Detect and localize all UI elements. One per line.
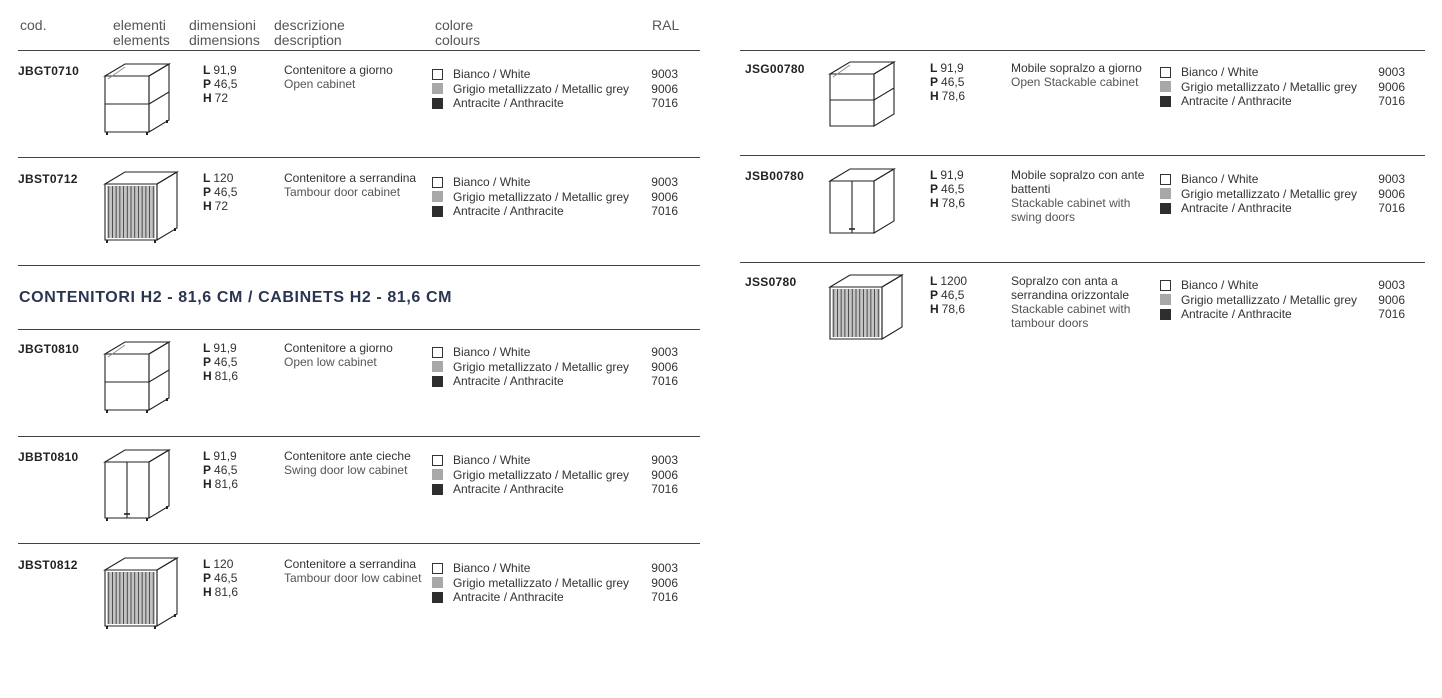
dimension-p	[930, 182, 965, 196]
dimension-h	[203, 91, 237, 105]
dimension-value: 78,6	[941, 302, 966, 316]
header-elements-label: elements	[113, 32, 170, 48]
row-divider	[18, 436, 700, 437]
dimension-p	[203, 571, 238, 585]
description-en: Swing door low cabinet	[284, 463, 408, 477]
colour-options	[1160, 278, 1357, 322]
swatch-white-icon	[432, 177, 443, 188]
description-en: Stackable cabinet with tambour doors	[1011, 302, 1131, 330]
dimension-label: L	[203, 63, 211, 77]
description-block	[284, 171, 429, 199]
dimension-label: H	[930, 196, 939, 210]
dimension-label: L	[930, 61, 938, 75]
description-it: Contenitore a giorno	[284, 341, 393, 355]
dimension-label: P	[203, 355, 212, 369]
colour-label: Grigio metallizzato / Metallic grey	[453, 81, 630, 96]
colour-options	[432, 175, 629, 219]
tambour-stackable-drawing	[828, 273, 902, 355]
description-block	[1011, 168, 1151, 224]
header-ral	[652, 18, 679, 33]
dimension-value: 120	[213, 171, 234, 185]
dimension-h	[203, 477, 238, 491]
ral-code: 9006	[1378, 79, 1405, 94]
dimension-label: H	[203, 91, 212, 105]
description-en: Tambour door low cabinet	[284, 571, 422, 585]
ral-codes	[638, 561, 678, 605]
row-divider	[18, 329, 700, 330]
product-code: JSG00780	[745, 62, 805, 76]
swing-door-cabinet-drawing	[103, 448, 177, 530]
description-it: Contenitore ante cieche	[284, 449, 411, 463]
colour-white	[1160, 65, 1357, 80]
colour-grey	[1160, 187, 1357, 202]
swatch-grey-icon	[1160, 81, 1171, 92]
dimension-l	[930, 61, 965, 75]
dimension-value: 120	[213, 557, 234, 571]
description-block	[284, 63, 429, 91]
dimensions-block	[930, 274, 967, 316]
colour-anthracite	[432, 590, 629, 605]
colour-anthracite	[432, 96, 629, 111]
swatch-anthracite-icon	[432, 484, 443, 495]
dimension-label: P	[203, 463, 212, 477]
dimensions-block	[203, 63, 237, 105]
colour-grey	[432, 468, 629, 483]
colour-label: Bianco / White	[453, 453, 531, 467]
dimension-label: L	[203, 449, 211, 463]
dimension-label: H	[203, 477, 212, 491]
dimensions-block	[930, 61, 965, 103]
swatch-white-icon	[432, 455, 443, 466]
header-colours-label: colours	[435, 32, 481, 48]
section-title-en: CABINETS H2 - 81,6 CM	[258, 289, 453, 306]
ral-codes	[638, 67, 678, 111]
dimension-h	[203, 199, 237, 213]
dimension-label: L	[930, 168, 938, 182]
colour-anthracite	[1160, 94, 1357, 109]
dimension-label: P	[203, 77, 212, 91]
dimension-label: L	[203, 341, 211, 355]
dimension-p	[203, 463, 238, 477]
swatch-grey-icon	[432, 577, 443, 588]
swatch-grey-icon	[432, 191, 443, 202]
swatch-grey-icon	[1160, 188, 1171, 199]
dimension-l	[203, 171, 237, 185]
dimensions-block	[203, 341, 238, 383]
header-colours	[435, 18, 480, 48]
dimension-h	[203, 585, 238, 599]
colour-anthracite	[432, 482, 629, 497]
dimension-h	[930, 302, 967, 316]
row-divider	[18, 543, 700, 544]
colour-options	[432, 561, 629, 605]
product-code: JSS0780	[745, 275, 797, 289]
dimension-h	[930, 89, 965, 103]
ral-code: 7016	[651, 204, 678, 218]
ral-code: 9003	[651, 67, 678, 81]
colour-label: Antracite / Anthracite	[1181, 94, 1292, 108]
ral-codes	[638, 345, 678, 389]
dimension-label: H	[930, 302, 939, 316]
description-block	[1011, 61, 1151, 89]
swatch-grey-icon	[1160, 294, 1171, 305]
ral-code: 9003	[651, 453, 678, 467]
colour-label: Bianco / White	[1181, 65, 1259, 79]
colour-label: Bianco / White	[453, 67, 531, 81]
colour-grey	[432, 576, 629, 591]
description-block	[284, 341, 429, 369]
dimension-l	[930, 274, 967, 288]
dimension-l	[203, 63, 237, 77]
colour-label: Grigio metallizzato / Metallic grey	[1181, 186, 1358, 201]
colour-label: Antracite / Anthracite	[1181, 307, 1292, 321]
header-dimensions-label: dimensions	[189, 32, 260, 48]
dimension-p	[930, 288, 967, 302]
colour-label: Grigio metallizzato / Metallic grey	[453, 189, 630, 204]
description-en: Open cabinet	[284, 77, 356, 91]
dimension-label: H	[203, 585, 212, 599]
ral-code: 9006	[1378, 292, 1405, 307]
swatch-anthracite-icon	[432, 592, 443, 603]
dimension-value: 46,5	[214, 77, 238, 91]
swatch-anthracite-icon	[432, 376, 443, 387]
colour-options	[432, 453, 629, 497]
header-dimensions	[189, 18, 260, 48]
colour-white	[432, 345, 629, 360]
colour-options	[1160, 172, 1357, 216]
description-en: Open Stackable cabinet	[1011, 75, 1139, 89]
open-stackable-drawing	[828, 60, 902, 142]
dimension-label: H	[203, 369, 212, 383]
swatch-anthracite-icon	[1160, 309, 1171, 320]
colour-white	[432, 67, 629, 82]
ral-codes	[1365, 278, 1405, 322]
ral-codes	[638, 175, 678, 219]
colour-grey	[1160, 293, 1357, 308]
header-ral-label: RAL	[652, 17, 680, 33]
row-divider	[18, 50, 700, 51]
ral-code: 9003	[1378, 278, 1405, 292]
swing-stackable-drawing	[828, 167, 902, 249]
tambour-cabinet-drawing	[103, 170, 177, 252]
colour-anthracite	[432, 374, 629, 389]
dimension-value: 78,6	[941, 196, 966, 210]
dimension-value: 81,6	[214, 585, 239, 599]
dimension-label: H	[203, 199, 212, 213]
dimension-value: 78,6	[941, 89, 966, 103]
colour-anthracite	[432, 204, 629, 219]
dimension-l	[203, 341, 238, 355]
dimension-value: 46,5	[941, 182, 965, 196]
dimensions-block	[203, 557, 238, 599]
row-divider	[740, 155, 1425, 156]
product-code: JBST0712	[18, 172, 78, 186]
dimension-l	[930, 168, 965, 182]
dimension-value: 91,9	[213, 63, 237, 77]
row-divider	[740, 262, 1425, 263]
header-description-label: description	[274, 32, 342, 48]
ral-code: 9006	[651, 189, 678, 204]
colour-label: Bianco / White	[1181, 278, 1259, 292]
dimension-value: 1200	[940, 274, 968, 288]
swatch-white-icon	[1160, 280, 1171, 291]
colour-white	[432, 453, 629, 468]
product-code: JBST0812	[18, 558, 78, 572]
dimension-value: 72	[214, 91, 229, 105]
colour-label: Bianco / White	[1181, 172, 1259, 186]
dimension-label: P	[203, 571, 212, 585]
swatch-white-icon	[432, 69, 443, 80]
dimension-value: 46,5	[214, 355, 238, 369]
ral-code: 9006	[651, 575, 678, 590]
colour-label: Antracite / Anthracite	[1181, 201, 1292, 215]
ral-code: 9003	[651, 175, 678, 189]
header-cod	[20, 18, 46, 33]
dimension-label: L	[203, 557, 211, 571]
ral-code: 7016	[651, 374, 678, 388]
dimension-label: H	[930, 89, 939, 103]
colour-label: Grigio metallizzato / Metallic grey	[453, 359, 630, 374]
ral-code: 7016	[651, 96, 678, 110]
colour-white	[432, 175, 629, 190]
header-elementi-label: elementi	[113, 17, 166, 33]
row-divider	[18, 157, 700, 158]
swatch-white-icon	[432, 347, 443, 358]
product-code: JSB00780	[745, 169, 805, 183]
header-dimensioni-label: dimensioni	[189, 17, 256, 33]
colour-white	[1160, 172, 1357, 187]
ral-code: 7016	[1378, 201, 1405, 215]
swatch-anthracite-icon	[1160, 96, 1171, 107]
swatch-grey-icon	[432, 83, 443, 94]
dimension-h	[930, 196, 965, 210]
description-it: Mobile sopralzo con ante battenti	[1011, 168, 1145, 196]
swatch-white-icon	[1160, 174, 1171, 185]
ral-code: 9006	[651, 467, 678, 482]
product-code: JBBT0810	[18, 450, 79, 464]
open-cabinet-drawing	[103, 62, 177, 144]
header-cod-label: cod.	[20, 17, 47, 33]
dimension-l	[203, 557, 238, 571]
dimension-p	[203, 185, 237, 199]
colour-label: Grigio metallizzato / Metallic grey	[453, 467, 630, 482]
ral-code: 7016	[651, 482, 678, 496]
dimension-value: 46,5	[941, 288, 965, 302]
colour-label: Antracite / Anthracite	[453, 96, 564, 110]
colour-anthracite	[1160, 307, 1357, 322]
colour-grey	[432, 82, 629, 97]
header-elements	[113, 18, 170, 48]
description-en: Stackable cabinet with swing doors	[1011, 196, 1131, 224]
colour-label: Bianco / White	[453, 345, 531, 359]
ral-codes	[638, 453, 678, 497]
colour-anthracite	[1160, 201, 1357, 216]
colour-options	[432, 67, 629, 111]
colour-label: Grigio metallizzato / Metallic grey	[453, 575, 630, 590]
dimension-value: 46,5	[214, 571, 238, 585]
colour-label: Bianco / White	[453, 175, 531, 189]
dimension-value: 46,5	[941, 75, 965, 89]
ral-code: 7016	[1378, 307, 1405, 321]
section-title	[19, 289, 452, 307]
row-divider	[740, 50, 1425, 51]
dimension-label: P	[930, 182, 939, 196]
description-it: Contenitore a serrandina	[284, 171, 417, 185]
colour-options	[1160, 65, 1357, 109]
dimension-h	[203, 369, 238, 383]
dimension-value: 91,9	[213, 449, 237, 463]
dimensions-block	[203, 171, 237, 213]
swatch-white-icon	[432, 563, 443, 574]
swatch-grey-icon	[432, 469, 443, 480]
row-divider	[18, 265, 700, 266]
open-cabinet-drawing	[103, 340, 177, 422]
dimensions-block	[203, 449, 238, 491]
dimension-label: L	[930, 274, 938, 288]
dimension-value: 46,5	[214, 463, 238, 477]
colour-grey	[1160, 80, 1357, 95]
dimension-label: P	[930, 288, 939, 302]
dimension-value: 91,9	[940, 61, 964, 75]
swatch-anthracite-icon	[1160, 203, 1171, 214]
dimension-value: 81,6	[214, 369, 239, 383]
colour-label: Grigio metallizzato / Metallic grey	[1181, 292, 1358, 307]
product-code: JBGT0710	[18, 64, 80, 78]
ral-code: 9006	[1378, 186, 1405, 201]
dimension-label: L	[203, 171, 211, 185]
colour-options	[432, 345, 629, 389]
description-en: Tambour door cabinet	[284, 185, 401, 199]
header-description	[274, 18, 345, 48]
dimension-value: 91,9	[940, 168, 964, 182]
dimension-l	[203, 449, 238, 463]
dimensions-block	[930, 168, 965, 210]
description-en: Open low cabinet	[284, 355, 377, 369]
ral-code: 9003	[1378, 65, 1405, 79]
colour-white	[1160, 278, 1357, 293]
dimension-value: 72	[214, 199, 229, 213]
colour-label: Antracite / Anthracite	[453, 204, 564, 218]
dimension-value: 91,9	[213, 341, 237, 355]
colour-label: Grigio metallizzato / Metallic grey	[1181, 79, 1358, 94]
colour-white	[432, 561, 629, 576]
header-colore-label: colore	[435, 17, 474, 33]
colour-grey	[432, 360, 629, 375]
colour-label: Antracite / Anthracite	[453, 374, 564, 388]
colour-label: Bianco / White	[453, 561, 531, 575]
ral-code: 9006	[651, 81, 678, 96]
header-descrizione-label: descrizione	[274, 17, 345, 33]
ral-codes	[1365, 172, 1405, 216]
dimension-p	[203, 355, 238, 369]
description-block	[284, 557, 429, 585]
ral-code: 7016	[651, 590, 678, 604]
ral-code: 9006	[651, 359, 678, 374]
dimension-label: P	[203, 185, 212, 199]
description-it: Mobile sopralzo a giorno	[1011, 61, 1142, 75]
description-it: Sopralzo con anta a serrandina orizzontale	[1011, 274, 1130, 302]
tambour-cabinet-drawing	[103, 556, 177, 638]
dimension-value: 81,6	[214, 477, 239, 491]
ral-codes	[1365, 65, 1405, 109]
ral-code: 7016	[1378, 94, 1405, 108]
ral-code: 9003	[651, 561, 678, 575]
dimension-label: P	[930, 75, 939, 89]
dimension-p	[930, 75, 965, 89]
product-code: JBGT0810	[18, 342, 80, 356]
colour-grey	[432, 190, 629, 205]
description-it: Contenitore a serrandina	[284, 557, 417, 571]
dimension-value: 46,5	[214, 185, 238, 199]
swatch-grey-icon	[432, 361, 443, 372]
description-block	[1011, 274, 1151, 330]
swatch-white-icon	[1160, 67, 1171, 78]
dimension-p	[203, 77, 237, 91]
section-title-it: CONTENITORI H2 - 81,6 CM /	[19, 289, 254, 306]
description-block	[284, 449, 429, 477]
description-it: Contenitore a giorno	[284, 63, 393, 77]
swatch-anthracite-icon	[432, 98, 443, 109]
colour-label: Antracite / Anthracite	[453, 590, 564, 604]
colour-label: Antracite / Anthracite	[453, 482, 564, 496]
ral-code: 9003	[1378, 172, 1405, 186]
swatch-anthracite-icon	[432, 206, 443, 217]
ral-code: 9003	[651, 345, 678, 359]
